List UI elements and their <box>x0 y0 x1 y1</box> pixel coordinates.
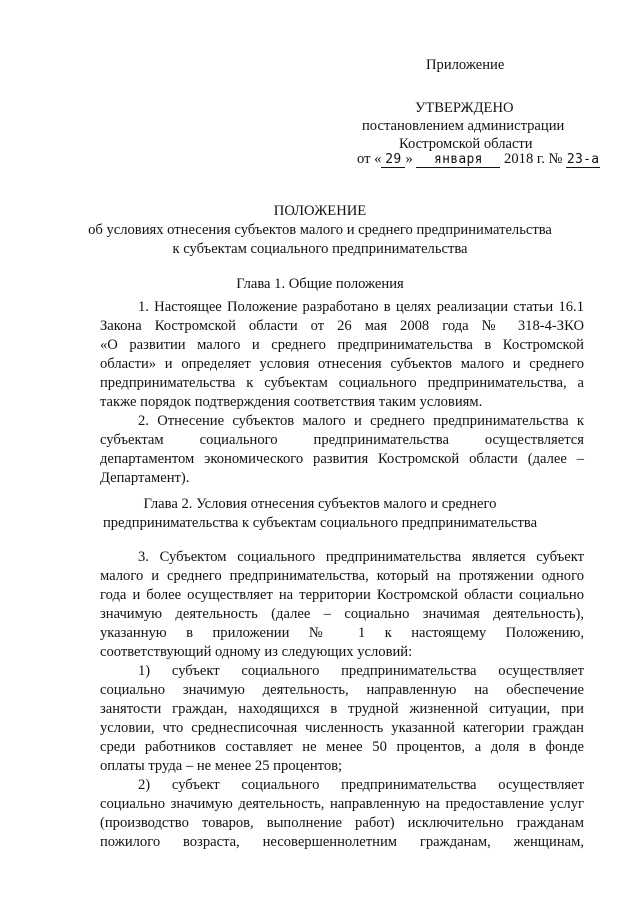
date-prefix: от « <box>357 151 382 167</box>
paragraph-2-line-3: департаментом экономического развития Костромской области (далее – <box>100 451 584 467</box>
doc-title: ПОЛОЖЕНИЕ <box>273 203 367 219</box>
approval-line-2: Костромской области <box>399 136 533 152</box>
item-2-line-4: пожилого возраста, несовершеннолетним гражданам, женщинам, <box>100 834 584 850</box>
date-day: 29 <box>381 152 405 168</box>
item-2-line-1: 2) субъект социального предпринимательства осуществляет <box>138 777 584 793</box>
approval-date-line <box>357 151 600 168</box>
chapter-2-heading-1: Глава 2. Условия отнесения субъектов малого и среднего <box>143 496 497 512</box>
item-1-line-3: занятости граждан, находящихся в трудной жизненной ситуации, при <box>100 701 584 717</box>
paragraph-1-line-3: «О развитии малого и среднего предпринимательства в Костромской <box>100 337 584 353</box>
paragraph-2-line-4: Департамент). <box>100 470 190 486</box>
date-month: января <box>416 152 500 168</box>
date-mid: » <box>405 151 413 167</box>
doc-subtitle-2: к субъектам социального предпринимательства <box>172 241 468 257</box>
paragraph-3-line-1: 3. Субъектом социального предпринимательства является субъект <box>138 549 584 565</box>
paragraph-1-line-6: также порядок подтверждения соответствия таким условиям. <box>100 394 483 410</box>
paragraph-3-line-5: указанную в приложении № 1 к настоящему Положению, <box>100 625 584 641</box>
chapter-1-heading: Глава 1. Общие положения <box>236 276 404 292</box>
chapter-2-heading-2: предпринимательства к субъектам социального предпринимательства <box>102 515 538 531</box>
paragraph-3-line-2: малого и среднего предпринимательства, который на протяжении одного <box>100 568 584 584</box>
paragraph-2-line-2: субъектам социального предпринимательства осуществляется <box>100 432 584 448</box>
item-1-line-4: условии, что среднесписочная численность указанной категории граждан <box>100 720 584 736</box>
document-number: 23-а <box>566 152 600 167</box>
paragraph-1-line-4: области» и определяет условия отнесения субъектов малого и среднего <box>100 356 584 372</box>
approval-line-1: постановлением администрации <box>362 118 565 134</box>
item-1-line-5: среди работников составляет не менее 50 процентов, а доля в фонде <box>100 739 584 755</box>
paragraph-1-line-1: 1. Настоящее Положение разработано в целях реализации статьи 16.1 <box>138 299 584 315</box>
paragraph-3-line-6: соответствующий одному из следующих условий: <box>100 644 413 660</box>
doc-subtitle-1: об условиях отнесения субъектов малого и среднего предпринимательства <box>88 222 552 238</box>
paragraph-3-line-4: значимую деятельность (далее – социально значимая деятельность), <box>100 606 584 622</box>
item-1-line-2: социально значимую деятельность, направленную на обеспечение <box>100 682 584 698</box>
paragraph-3-line-3: года и более осуществляет на территории Костромской области социально <box>100 587 584 603</box>
appendix-label: Приложение <box>426 57 505 73</box>
paragraph-2-line-1: 2. Отнесение субъектов малого и среднего предпринимательства к <box>138 413 584 429</box>
item-1-line-1: 1) субъект социального предпринимательства осуществляет <box>138 663 584 679</box>
date-year: 2018 г. № <box>504 151 563 167</box>
item-2-line-2: социально значимую деятельность, направленную на предоставление услуг <box>100 796 584 812</box>
item-2-line-3: (производство товаров, выполнение работ) исключительно гражданам <box>100 815 584 831</box>
paragraph-1-line-5: предпринимательства к субъектам социального предпринимательства, а <box>100 375 584 391</box>
item-1-line-6: оплаты труда – не менее 25 процентов; <box>100 758 343 774</box>
approved-stamp-text: УТВЕРЖДЕНО <box>415 100 514 116</box>
paragraph-1-line-2: Закона Костромской области от 26 мая 2008 года № 318-4-ЗКО <box>100 318 584 334</box>
